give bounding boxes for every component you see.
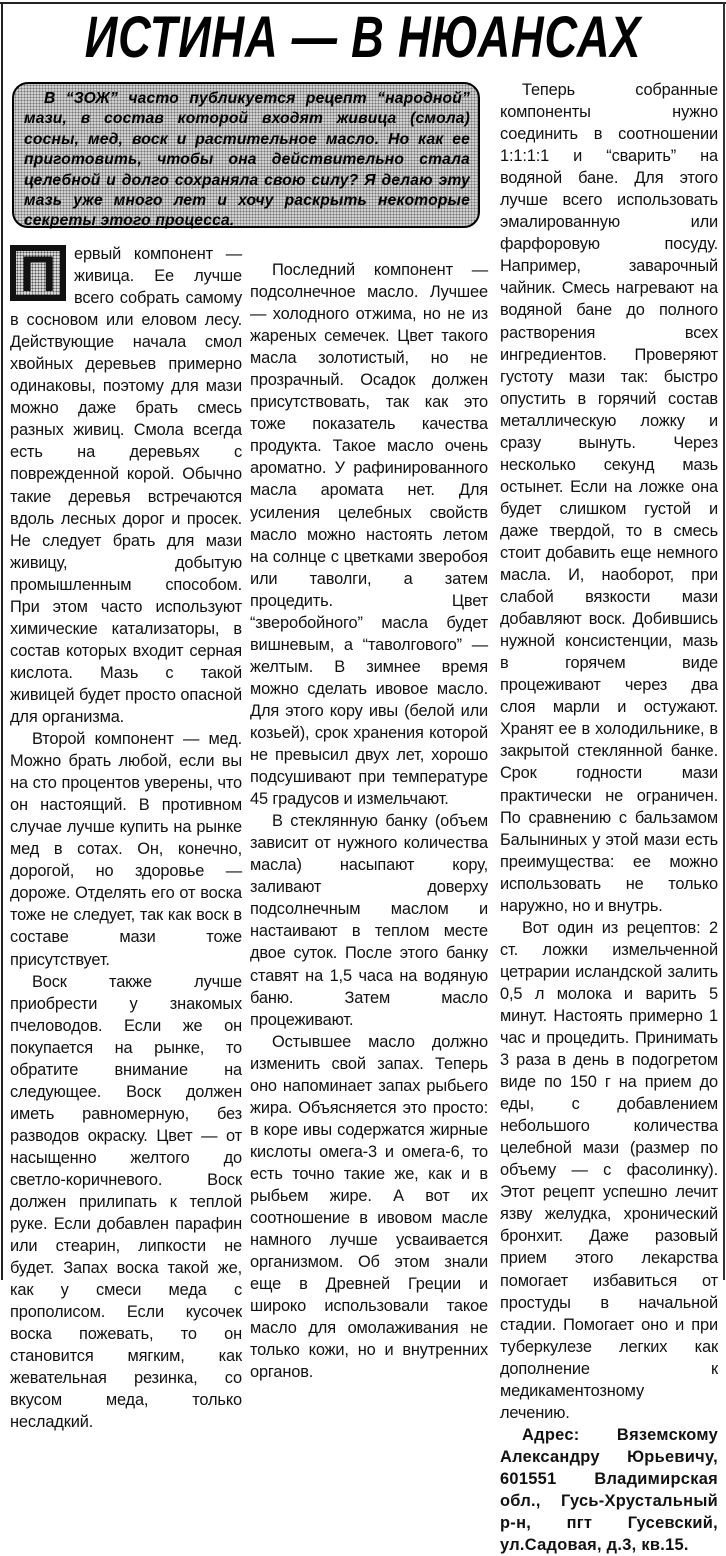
page-border-left xyxy=(1,2,3,1280)
article-title xyxy=(80,6,646,70)
paragraph: Последний компонент — подсолнечное масло. Лучшее — холодного отжима, но не из жареных семечек. Цвет такого масла золотистый, но не прозрачный. Осадок должен присутствовать, так как это тоже показатель качества продукта. Такое масло очень ароматно. У рафинированного масла аромата нет. Для усиления целебных свойств масло можно настоять летом на солнце с цветками зверобоя или таволги, а затем процедить. Цвет “зверобойного” масла будет вишневым, а “таволгового” — желтым. В зимнее время можно сделать ивовое масло. Для этого кору ивы (белой или козьей), срок хранения которой не превысил двух лет, хорошо подсушивают при температуре 45 градусов и измельчают. xyxy=(250,261,488,809)
page-border-right xyxy=(723,2,725,1280)
author-address xyxy=(500,1424,718,1556)
paragraph: Воск также лучше приобрести у знакомых пчеловодов. Если же он покупается на рынке, то обратите внимание на следующее. Воск должен иметь равномерную, без разводов окраску. Цвет — от насыщенно желтого до светло-коричневого. Воск должен прилипать к теплой руке. Если добавлен парафин или стеарин, липкости не будет. Запах воска такой же, как у смеси меда с прополисом. Если кусочек воска пожевать, то он становится мягким, как жевательная резинка, со вкусом меда, только несладкий. xyxy=(10,972,242,1432)
lead-text: В “ЗОЖ” часто публикуется рецепт “народной” мази, в состав которой входят живица (смола) сосны, мед, воск и растительное масло. Но как ее приготовить, чтобы она действительно стала целебной и долго сохраняла свою силу? Я делаю эту мазь уже много лет и хочу раскрыть некоторые секреты этого процесса. xyxy=(24,90,470,230)
article-title-text: ИСТИНА — В НЮАНСАХ xyxy=(84,5,642,70)
drop-cap-letter: П xyxy=(20,246,56,302)
lead-box xyxy=(12,82,480,228)
page-border-top xyxy=(0,2,726,4)
paragraph: Теперь собранные компоненты нужно соединить в соотношении 1:1:1:1 и “сварить” на водяной бане. Для этого лучше всего использовать эмалированную или фарфоровую посуду. Например, заварочный чайник. Смесь нагревают на водяной бане до полного растворения всех ингредиентов. Проверяют густоту мази так: быстро опустить в горячий состав металлическую ложку и сразу вынуть. Через несколько секунд мазь остынет. Если на ложке она будет слишком густой и даже твердой, то в смесь стоит добавить еще немного масла. И, наоборот, при слабой вязкости мази добавляют воск. Добившись нужной консистенции, мазь в горячем виде процеживают через два слоя марли и остужают. Хранят ее в холодильнике, в закрытой стеклянной банке. Срок годности мази практически не ограничен. По сравнению с бальзамом Балыниных у этой мази есть преимущества: ее можно использовать не только наружно, но и внутрь. xyxy=(500,81,718,915)
address-text: Адрес: Вяземскому Александру Юрьевичу, 601551 Владимирская обл., Гусь-Хрустальный р-н, пгт Гусевский, ул.Садовая, д.3, кв.15. xyxy=(500,1425,718,1555)
paragraph: В стеклянную банку (объем зависит от нужного количества масла) насыпают кору, заливают доверху подсолнечным маслом и настаивают в теплом месте двое суток. После этого банку ставят на 1,5 часа на водяную баню. Затем масло процеживают. xyxy=(250,812,488,1029)
column-2 xyxy=(250,259,488,1383)
paragraph: ервый компонент — живица. Ее лучше всего собрать самому в сосновом или еловом лесу. Действующие начала смол хвойных деревьев примерно одинаковы, поэтому для мази можно даже брать смесь разных живиц. Смола всегда есть на деревьях с поврежденной корой. Обычно такие деревья встречаются вдоль лесных дорог и просек. Не следует брать для мази живицу, добытую промышленным способом. При этом часто используют химические катализаторы, в состав которых входит серная кислота. Мазь с такой живицей будет просто опасной для организма. xyxy=(10,245,242,726)
paragraph: Вот один из рецептов: 2 ст. ложки измельченной цетрарии исландской залить 0,5 л молока и варить 5 минут. Настоять примерно 1 час и процедить. Принимать 3 раза в день в подогретом виде по 150 г на прием до еды, с добавлением небольшого количества целебной мази (размер по объему — с фасолинку). Этот рецепт успешно лечит язву желудка, хронический бронхит. Даже разовый прием этого лекарства помогает избавиться от простуды в начальной стадии. Помогает оно и при туберкулезе легких как дополнение к медикаментозному лечению. xyxy=(500,918,718,1422)
column-1 xyxy=(10,243,242,1434)
paragraph: Второй компонент — мед. Можно брать любой, если вы на сто процентов уверены, что он настоящий. В противном случае лучше купить на рынке мед в сотах. Он, конечно, дорогой, но здоровье — дороже. Отделять его от воска тоже не следует, так как воск в составе мази тоже присутствует. xyxy=(10,730,242,969)
drop-cap xyxy=(10,245,66,301)
paragraph: Остывшее масло должно изменить свой запах. Теперь оно напоминает запах рыбьего жира. Объясняется это просто: в коре ивы содержатся жирные кислоты омега-3 и омега-6, то есть точно такие же, как и в рыбьем жире. А вот их соотношение в ивовом масле намного лучше усваивается организмом. Об этом знали еще в Древней Греции и широко использовали такое масло для омолаживания не только кожи, но и внутренних органов. xyxy=(250,1032,488,1382)
column-3 xyxy=(500,79,718,1556)
